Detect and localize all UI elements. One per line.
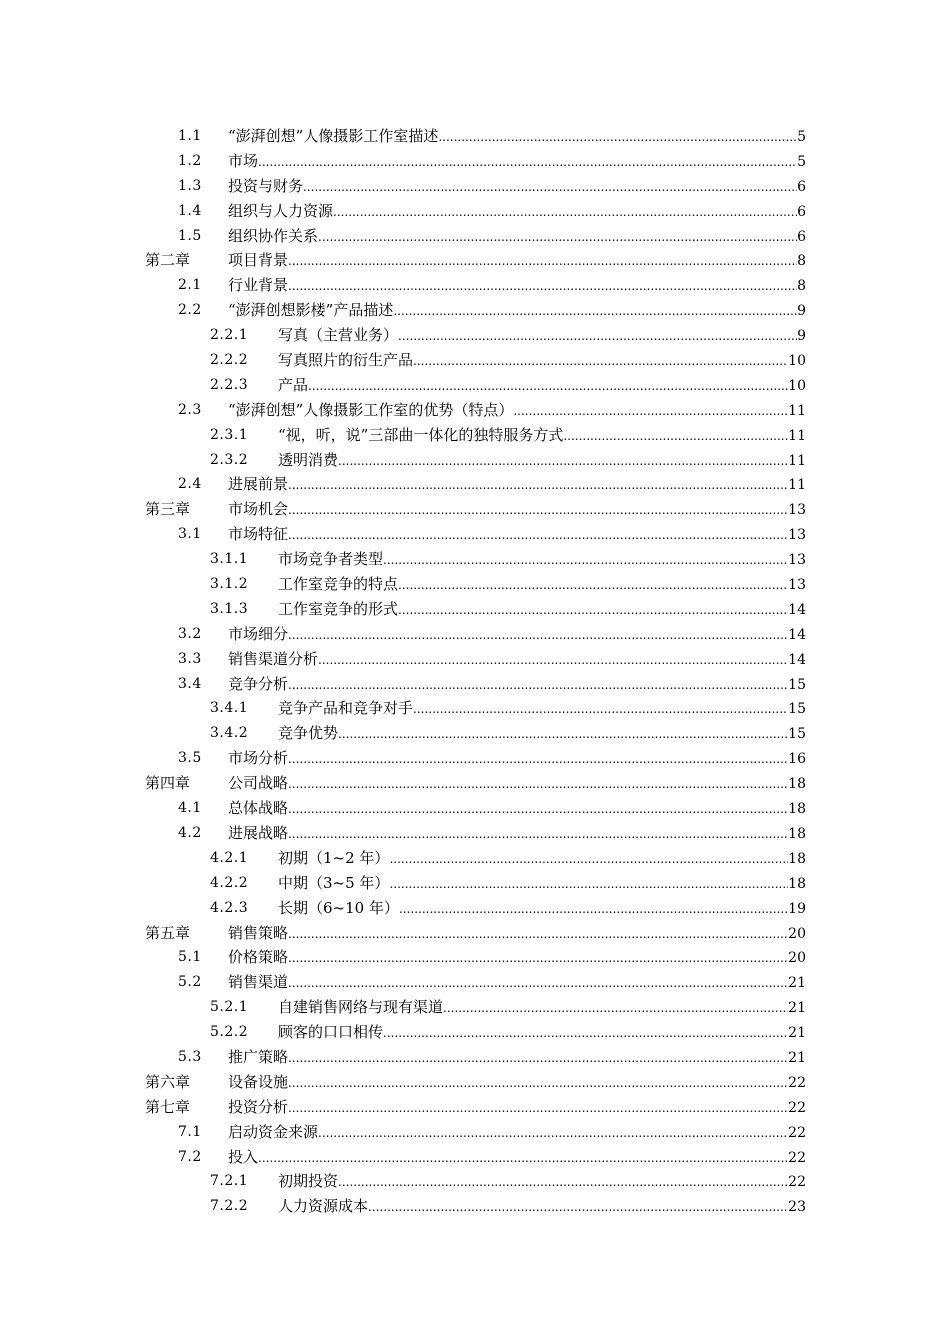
toc-title: 设备设施	[228, 1072, 289, 1091]
dot-leader	[288, 1046, 788, 1071]
toc-page-number: 9	[797, 303, 806, 320]
toc-entry[interactable]	[0, 846, 950, 871]
dot-leader	[308, 374, 788, 399]
toc-entry[interactable]	[0, 273, 950, 298]
toc-entry[interactable]	[0, 921, 950, 946]
toc-number: 3.4.2	[210, 725, 249, 742]
toc-entry[interactable]	[0, 1169, 950, 1194]
toc-entry[interactable]	[0, 647, 950, 672]
dot-leader	[318, 225, 797, 250]
toc-page-number: 13	[788, 527, 806, 544]
toc-title: 市场	[228, 151, 259, 170]
toc-title: 投资分析	[228, 1097, 289, 1116]
toc-entry[interactable]	[0, 1020, 950, 1045]
dot-leader	[338, 722, 788, 747]
dot-leader	[383, 548, 788, 573]
toc-number: 3.4	[178, 675, 202, 692]
toc-title: 初期投资	[278, 1172, 339, 1191]
toc-page-number: 11	[788, 402, 806, 419]
toc-entry[interactable]	[0, 945, 950, 970]
dot-leader	[338, 449, 788, 474]
toc-title: 启动资金来源	[228, 1122, 319, 1141]
toc-title: 自建销售网络与现有渠道	[278, 998, 444, 1017]
toc-entry[interactable]	[0, 970, 950, 995]
dot-leader	[398, 573, 788, 598]
table-of-contents	[0, 124, 950, 1219]
toc-page-number: 18	[788, 825, 806, 842]
toc-page-number: 9	[797, 328, 806, 345]
toc-page-number: 22	[788, 1149, 806, 1166]
toc-entry[interactable]	[0, 423, 950, 448]
toc-number: 1.2	[178, 152, 202, 169]
toc-entry[interactable]	[0, 348, 950, 373]
toc-entry[interactable]	[0, 1095, 950, 1120]
toc-title: “澎湃创想影楼”产品描述	[228, 301, 394, 320]
toc-title: 市场特征	[228, 525, 289, 544]
toc-page-number: 15	[788, 701, 806, 718]
toc-page-number: 11	[788, 477, 806, 494]
toc-entry[interactable]	[0, 871, 950, 896]
toc-page-number: 13	[788, 577, 806, 594]
toc-entry[interactable]	[0, 746, 950, 771]
toc-title: 中期（3~5 年）	[278, 873, 390, 892]
toc-page-number: 13	[788, 552, 806, 569]
toc-page-number: 14	[788, 601, 806, 618]
toc-number: 2.3.2	[210, 451, 249, 468]
toc-page-number: 6	[797, 178, 806, 195]
toc-page-number: 22	[788, 1099, 806, 1116]
toc-number: 3.4.1	[210, 700, 249, 717]
toc-number: 第四章	[145, 774, 191, 793]
toc-title: 人力资源成本	[278, 1197, 369, 1216]
toc-page-number: 10	[788, 353, 806, 370]
toc-page-number: 11	[788, 427, 806, 444]
toc-number: 4.2.3	[210, 899, 249, 916]
dot-leader	[258, 1146, 788, 1171]
toc-entry[interactable]	[0, 522, 950, 547]
toc-number: 2.2.3	[210, 376, 249, 393]
toc-page-number: 21	[788, 1025, 806, 1042]
toc-number: 2.1	[178, 277, 202, 294]
toc-title: 项目背景	[228, 251, 289, 270]
toc-page-number: 13	[788, 502, 806, 519]
toc-entry[interactable]	[0, 199, 950, 224]
toc-title: 初期（1~2 年）	[278, 848, 390, 867]
toc-entry[interactable]	[0, 1120, 950, 1145]
dot-leader	[413, 349, 788, 374]
toc-entry[interactable]	[0, 672, 950, 697]
toc-number: 1.4	[178, 202, 202, 219]
dot-leader	[368, 1195, 788, 1220]
toc-title: 组织与人力资源	[228, 201, 334, 220]
dot-leader	[563, 424, 788, 449]
toc-page-number: 14	[788, 626, 806, 643]
toc-page-number: 18	[788, 801, 806, 818]
toc-page-number: 21	[788, 1000, 806, 1017]
toc-title: 市场分析	[228, 749, 289, 768]
toc-page-number: 20	[788, 925, 806, 942]
dot-leader	[258, 150, 797, 175]
toc-number: 2.3	[178, 401, 202, 418]
dot-leader	[288, 946, 788, 971]
toc-title: 工作室竞争的特点	[278, 575, 399, 594]
toc-number: 3.1	[178, 526, 202, 543]
toc-title: 透明消费	[278, 450, 339, 469]
dot-leader	[389, 872, 788, 897]
dot-leader	[389, 847, 788, 872]
toc-title: 价格策略	[228, 948, 289, 967]
toc-number: 7.2	[178, 1148, 202, 1165]
toc-title: 销售渠道分析	[228, 649, 319, 668]
toc-title: 进展战略	[228, 823, 289, 842]
dot-leader	[413, 697, 788, 722]
toc-page-number: 21	[788, 975, 806, 992]
toc-title: 长期（6~10 年）	[278, 898, 399, 917]
toc-number: 第七章	[145, 1097, 191, 1116]
toc-entry[interactable]	[0, 174, 950, 199]
toc-number: 7.1	[178, 1123, 202, 1140]
dot-leader	[288, 498, 788, 523]
toc-title: 顾客的口口相传	[278, 1023, 384, 1042]
toc-title: 市场竞争者类型	[278, 550, 384, 569]
toc-title: 投入	[228, 1147, 259, 1166]
toc-page-number: 14	[788, 651, 806, 668]
toc-entry[interactable]	[0, 373, 950, 398]
dot-leader	[318, 648, 788, 673]
toc-entry[interactable]	[0, 323, 950, 348]
toc-number: 3.1.2	[210, 576, 249, 593]
toc-title: 市场机会	[228, 500, 289, 519]
toc-number: 4.2	[178, 824, 202, 841]
dot-leader	[513, 399, 788, 424]
toc-number: 7.2.2	[210, 1198, 249, 1215]
dot-leader	[288, 673, 788, 698]
toc-number: 5.3	[178, 1048, 202, 1065]
toc-title: 行业背景	[228, 276, 289, 295]
toc-page-number: 18	[788, 850, 806, 867]
toc-entry[interactable]	[0, 398, 950, 423]
dot-leader	[399, 897, 788, 922]
toc-entry[interactable]	[0, 995, 950, 1020]
toc-entry[interactable]	[0, 149, 950, 174]
toc-page-number: 11	[788, 452, 806, 469]
dot-leader	[288, 1071, 788, 1096]
toc-number: 2.2	[178, 302, 202, 319]
toc-title: 销售策略	[228, 923, 289, 942]
toc-page-number: 8	[797, 278, 806, 295]
toc-entry[interactable]	[0, 721, 950, 746]
toc-number: 4.2.1	[210, 849, 249, 866]
toc-title: 投资与财务	[228, 176, 304, 195]
toc-number: 7.2.1	[210, 1173, 249, 1190]
toc-title: 产品	[278, 375, 309, 394]
toc-number: 3.2	[178, 625, 202, 642]
toc-title: 写真（主营业务）	[278, 326, 399, 345]
toc-title: 竞争产品和竞争对手	[278, 699, 414, 718]
toc-number: 第三章	[145, 500, 191, 519]
dot-leader	[383, 1021, 788, 1046]
toc-entry[interactable]	[0, 696, 950, 721]
toc-title: 竞争优势	[278, 724, 339, 743]
toc-title: 公司战略	[228, 774, 289, 793]
toc-page-number: 23	[788, 1199, 806, 1216]
toc-number: 4.1	[178, 800, 202, 817]
toc-number: 5.2	[178, 974, 202, 991]
toc-number: 2.2.2	[210, 352, 249, 369]
dot-leader	[398, 598, 788, 623]
toc-title: 工作室竞争的形式	[278, 599, 399, 618]
toc-entry[interactable]	[0, 771, 950, 796]
toc-entry[interactable]	[0, 1194, 950, 1219]
toc-number: 3.1.1	[210, 551, 249, 568]
toc-title: 推广策略	[228, 1047, 289, 1066]
toc-page-number: 19	[788, 900, 806, 917]
toc-entry[interactable]	[0, 622, 950, 647]
toc-title: 进展前景	[228, 475, 289, 494]
dot-leader	[288, 1096, 788, 1121]
dot-leader	[288, 822, 788, 847]
dot-leader	[288, 772, 788, 797]
dot-leader	[288, 971, 788, 996]
toc-entry[interactable]	[0, 796, 950, 821]
toc-entry[interactable]	[0, 497, 950, 522]
toc-page-number: 15	[788, 676, 806, 693]
toc-entry[interactable]	[0, 597, 950, 622]
toc-page-number: 6	[797, 203, 806, 220]
toc-number: 2.2.1	[210, 327, 249, 344]
toc-entry[interactable]	[0, 298, 950, 323]
toc-entry[interactable]	[0, 224, 950, 249]
toc-page-number: 21	[788, 1049, 806, 1066]
toc-entry[interactable]	[0, 1070, 950, 1095]
toc-number: 1.5	[178, 227, 202, 244]
toc-number: 5.1	[178, 949, 202, 966]
dot-leader	[288, 922, 788, 947]
toc-page-number: 5	[797, 153, 806, 170]
toc-entry[interactable]	[0, 547, 950, 572]
toc-number: 3.5	[178, 750, 202, 767]
dot-leader	[333, 200, 797, 225]
dot-leader	[393, 299, 797, 324]
toc-number: 2.3.1	[210, 426, 249, 443]
toc-title: 市场细分	[228, 624, 289, 643]
toc-number: 第五章	[145, 923, 191, 942]
toc-page-number: 18	[788, 776, 806, 793]
toc-page-number: 6	[797, 228, 806, 245]
toc-page-number: 22	[788, 1174, 806, 1191]
toc-entry[interactable]	[0, 448, 950, 473]
dot-leader	[288, 473, 788, 498]
toc-number: 3.1.3	[210, 600, 249, 617]
toc-title: 竞争分析	[228, 674, 289, 693]
toc-title: “视，听，说”三部曲一体化的独特服务方式	[278, 425, 564, 444]
toc-page-number: 20	[788, 950, 806, 967]
toc-entry[interactable]	[0, 896, 950, 921]
toc-number: 第二章	[145, 251, 191, 270]
toc-page-number: 10	[788, 377, 806, 394]
toc-number: 5.2.2	[210, 1024, 249, 1041]
dot-leader	[288, 797, 788, 822]
toc-number: 1.1	[178, 128, 202, 144]
toc-entry[interactable]	[0, 472, 950, 497]
toc-number: 第六章	[145, 1072, 191, 1091]
toc-title: “澎湃创想”人像摄影工作室的优势（特点）	[228, 400, 514, 419]
toc-entry[interactable]	[0, 1145, 950, 1170]
toc-page-number: 18	[788, 875, 806, 892]
dot-leader	[438, 125, 797, 150]
toc-number: 2.4	[178, 476, 202, 493]
toc-number: 1.3	[178, 177, 202, 194]
dot-leader	[443, 996, 788, 1021]
dot-leader	[318, 1121, 788, 1146]
dot-leader	[288, 747, 788, 772]
toc-title: 组织协作关系	[228, 226, 319, 245]
dot-leader	[288, 523, 788, 548]
toc-number: 3.3	[178, 650, 202, 667]
toc-page-number: 16	[788, 751, 806, 768]
dot-leader	[338, 1170, 788, 1195]
toc-entry[interactable]	[0, 124, 950, 149]
toc-page-number: 15	[788, 726, 806, 743]
dot-leader	[288, 274, 797, 299]
toc-entry[interactable]	[0, 572, 950, 597]
toc-page-number: 22	[788, 1124, 806, 1141]
dot-leader	[288, 623, 788, 648]
dot-leader	[288, 249, 797, 274]
toc-title: 总体战略	[228, 799, 289, 818]
toc-number: 4.2.2	[210, 874, 249, 891]
toc-title: “澎湃创想”人像摄影工作室描述	[228, 127, 439, 145]
toc-entry[interactable]	[0, 821, 950, 846]
toc-page-number: 8	[797, 253, 806, 270]
toc-entry[interactable]	[0, 248, 950, 273]
toc-page-number: 22	[788, 1074, 806, 1091]
toc-entry[interactable]	[0, 1045, 950, 1070]
toc-number: 5.2.1	[210, 999, 249, 1016]
dot-leader	[303, 175, 797, 200]
toc-page-number: 5	[797, 129, 806, 145]
dot-leader	[398, 324, 797, 349]
toc-title: 写真照片的衍生产品	[278, 351, 414, 370]
toc-title: 销售渠道	[228, 973, 289, 992]
